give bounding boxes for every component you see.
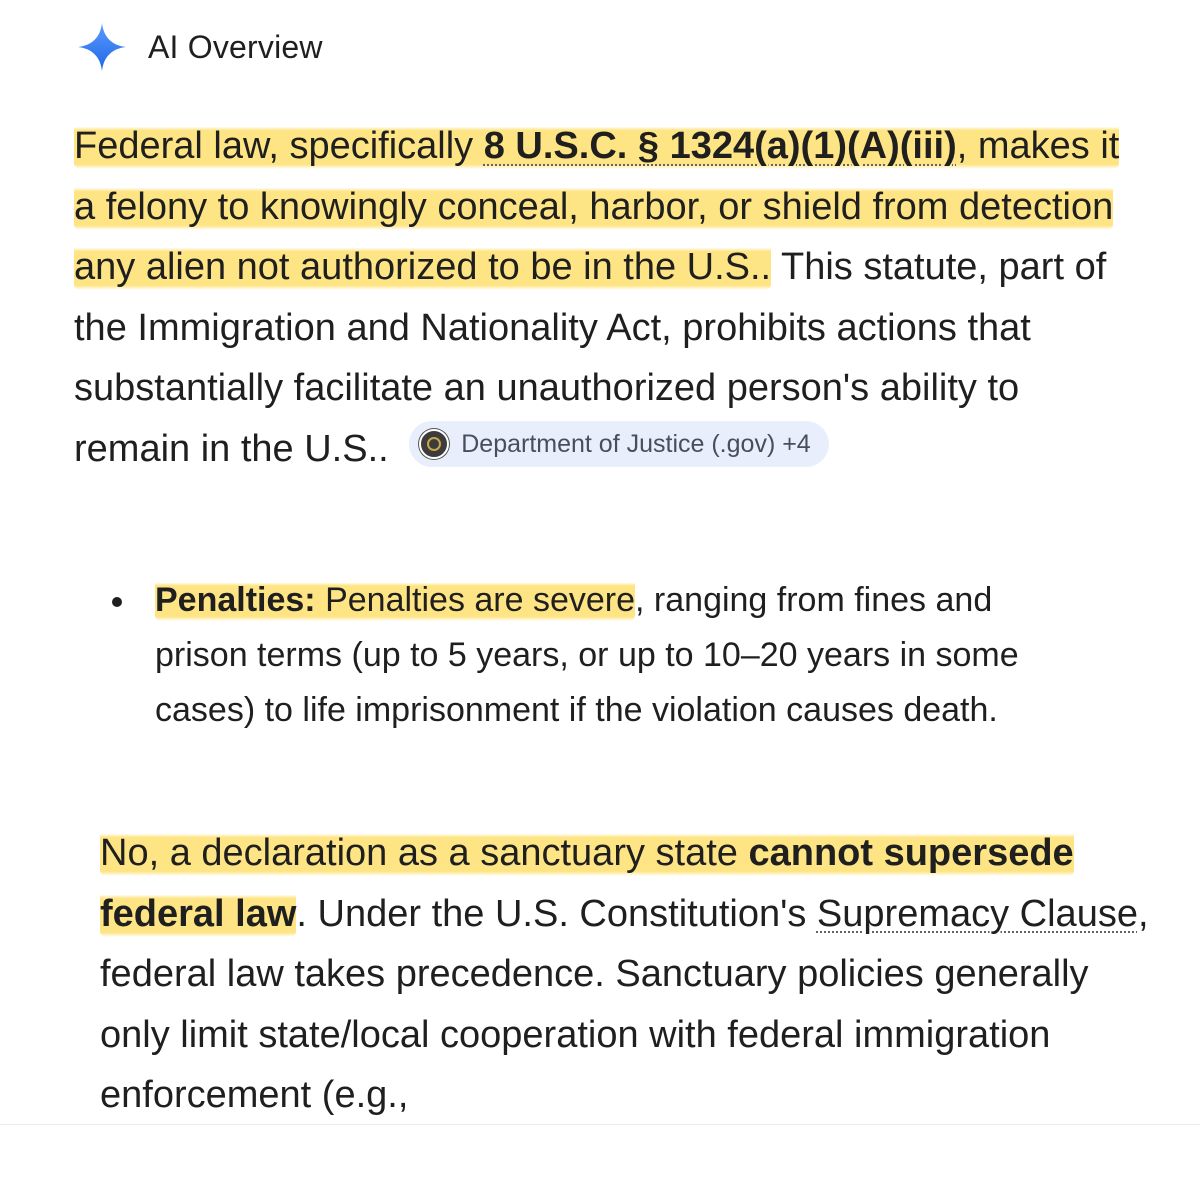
highlight-penalties xyxy=(155,579,635,621)
p2-text-3: , federal law takes precedence. Sanctuary policies generally only limit state/local cooperation with federal immigration enforcement (e.g., xyxy=(100,892,1149,1116)
p2-bold: cannot supersede federal law xyxy=(100,832,1074,935)
bullet-list xyxy=(100,573,1060,738)
sparkle-icon xyxy=(76,21,128,73)
penalties-highlight-text: Penalties are severe xyxy=(315,581,636,619)
p1-text-1: Federal law, specifically xyxy=(74,125,484,167)
p1-text-3: makes it a felony to knowingly conceal, harbor, or shield from detection any alien not authorized to be in the U.S.. xyxy=(74,125,1120,288)
overview-paragraph-2 xyxy=(100,823,1160,1126)
ai-overview-title: AI Overview xyxy=(148,28,323,65)
divider xyxy=(0,1124,1200,1125)
source-chip-label: Department of Justice (.gov) +4 xyxy=(461,430,811,459)
overview-paragraph-1 xyxy=(74,116,1134,479)
bullet-dot xyxy=(112,597,122,607)
statute-citation-link[interactable]: 8 U.S.C. § 1324(a)(1)(A)(iii) xyxy=(483,125,957,167)
source-chip[interactable] xyxy=(409,421,828,467)
doj-seal-icon xyxy=(419,429,449,459)
p1-text-2: , xyxy=(956,125,968,167)
supremacy-clause-link[interactable]: Supremacy Clause xyxy=(816,892,1138,935)
penalties-label: Penalties: xyxy=(155,581,316,619)
p1-text-4: This statute, part of the Immigration and Nationality Act, prohibits actions that substantially facilitate an unauthorized person's ability to remain in the U.S.. xyxy=(74,246,1107,470)
penalties-text: , ranging from fines and prison terms (up to 5 years, or up to 10–20 years in some cases) to life imprisonment if the violation causes death. xyxy=(155,581,1019,729)
p2-text-2: . Under the U.S. Constitution's xyxy=(296,892,817,935)
list-item xyxy=(100,573,1060,738)
ai-overview-header xyxy=(76,20,323,74)
p2-text-1: No, a declaration as a sanctuary state xyxy=(100,832,749,874)
